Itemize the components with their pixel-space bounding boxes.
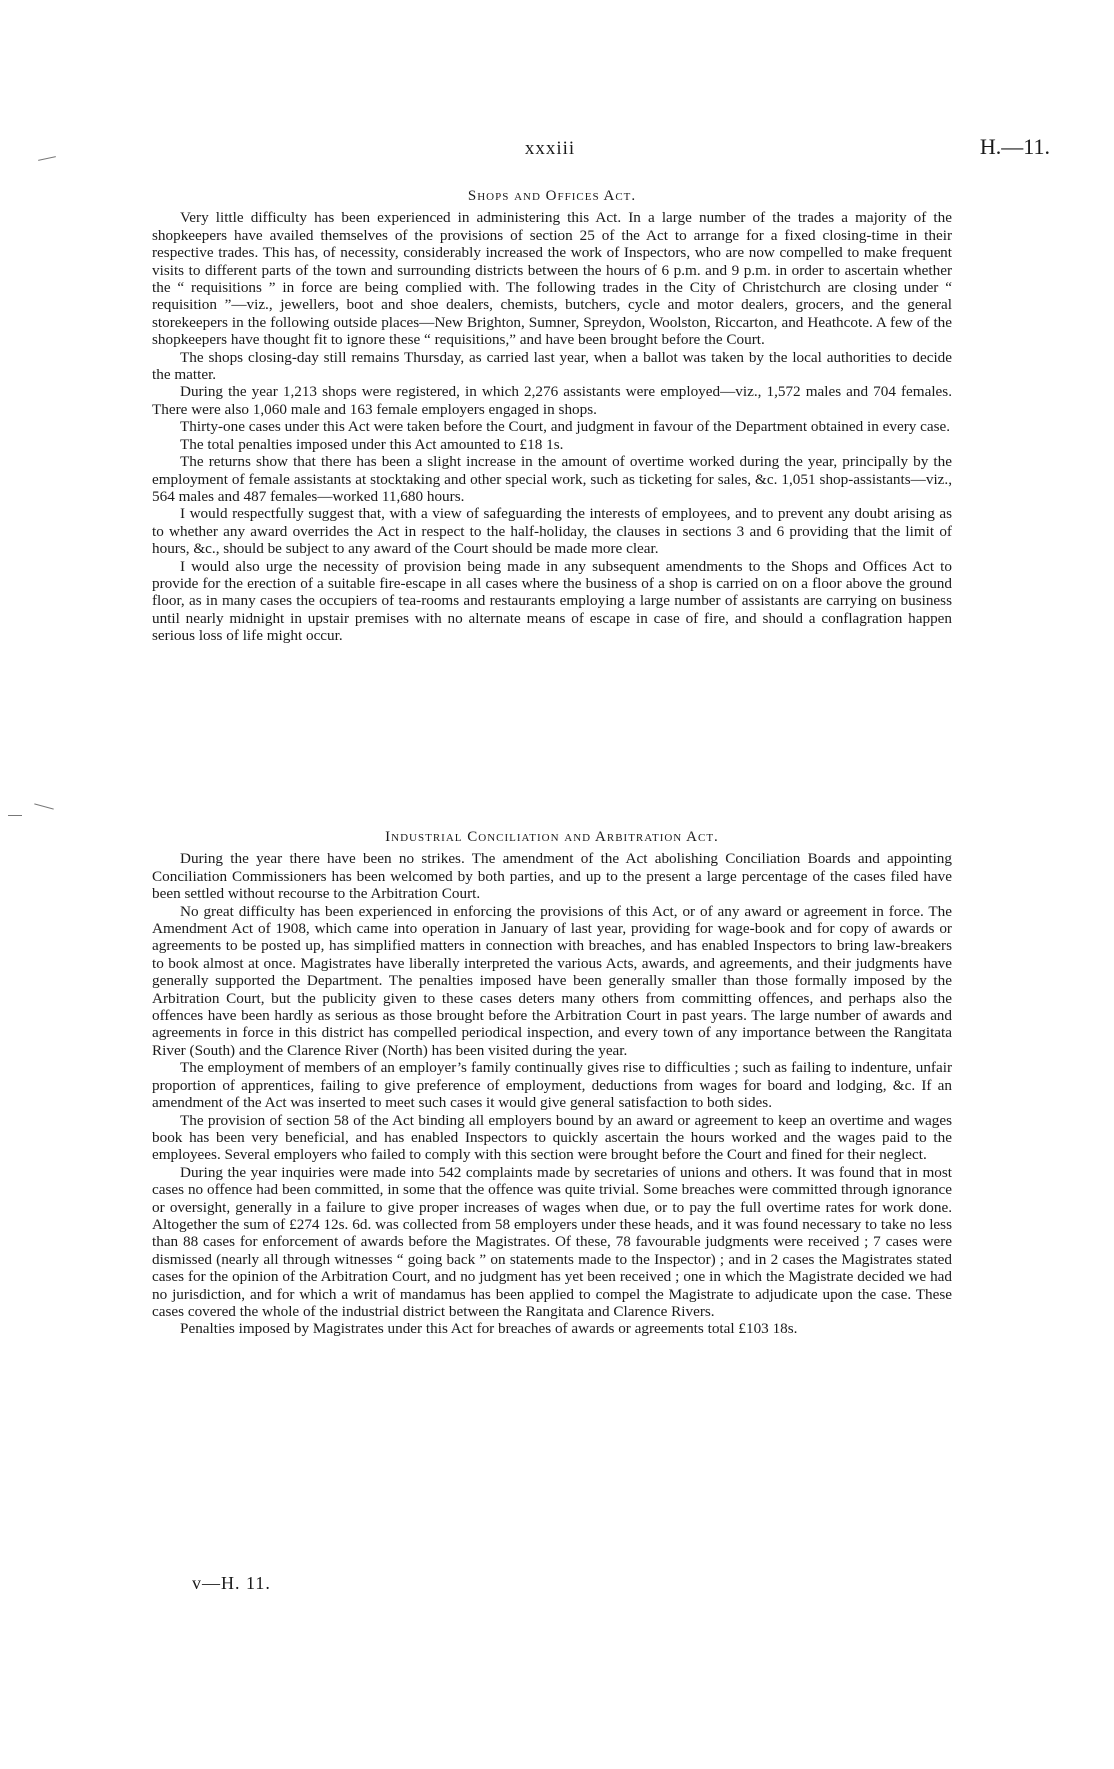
- paragraph: Penalties imposed by Magistrates under this Act for breaches of awards or agreements total £103 18s.: [180, 1320, 798, 1338]
- paragraph: The shops closing-day still remains Thursday, as carried last year, when a ballot was taken by the local authorities to decide the matter.: [152, 348, 952, 384]
- section-heading: Shops and Offices Act.: [467, 188, 637, 204]
- paragraph: The employment of members of an employer’s family continually gives rise to difficulties ; such as failing to indenture, unfair proportion of apprentices, failing to give preference of employment, deductions from wages for board and lodging, &c. If an amendment of the Act was inserted to meet such cases it would give general satisfaction to both sides.: [152, 1059, 952, 1112]
- signature-mark: v—H. 11.: [192, 1573, 271, 1593]
- scan-mark: [34, 803, 54, 809]
- paragraph: The provision of section 58 of the Act binding all employers bound by an award or agreement to keep an overtime and wages book has been very beneficial, and has enabled Inspectors to quickly ascertain the hours worked and the wages paid to the employees. Several employers who failed to comply with this section were brought before the Court and fined for their neglect.: [152, 1111, 952, 1164]
- paragraph: I would also urge the necessity of provision being made in any subsequent amendments to the Shops and Offices Act to provide for the erection of a suitable fire-escape in all cases where the business of a shop is carried on on a floor above the ground floor, as in many cases the occupiers of tea-rooms and restaurants employing a large number of assistants are carrying on business until nearly midnight in upstair premises with no alternate means of escape in case of fire, and should a conflagration happen serious loss of life might occur.: [152, 557, 952, 645]
- paragraph: The returns show that there has been a slight increase in the amount of overtime worked during the year, principally by the employment of female assistants at stocktaking and other special work, such as ticketing for sales, &c. 1,051 shop-assistants—viz., 564 males and 487 females—worked 11,680 hours.: [152, 453, 952, 505]
- paragraph: During the year inquiries were made into 542 complaints made by secretaries of unions and others. It was found that in most cases no offence had been committed, in some that the offence was quite trivial. Some breaches were committed through ignorance or oversight, generally in a failure to give proper increases of wages when due, or to pay the full overtime rates for work done. Altogether the sum of £274 12s. 6d. was collected from 58 employers under these heads, and it was found necessary to take no less than 88 cases for enforcement of awards before the Magistrates. Of these, 78 favourable judgments were received ; 7 cases were dismissed (nearly all through witnesses “ going back ” on statements made to the Inspector) ; and in 2 cases the Magistrates stated cases for the opinion of the Arbitration Court, and no judgment has yet been received ; one in which the Magistrate decided we had no jurisdiction, and for which a writ of mandamus has been applied to compel the Magistrate to adjudicate upon the case. These cases covered the whole of the industrial district between the Rangitata and Clarence Rivers.: [152, 1163, 952, 1320]
- paragraph: I would respectfully suggest that, with a view of safeguarding the interests of employees, and to prevent any doubt arising as to whether any award overrides the Act in respect to the half-holiday, the clauses in sections 3 and 6 providing that the limit of hours, &c., should be subject to any award of the Court should be made more clear.: [152, 505, 952, 558]
- shops-offices-section: [152, 188, 952, 645]
- paragraph: Thirty-one cases under this Act were taken before the Court, and judgment in favour of the Department obtained in every case.: [180, 418, 951, 436]
- scan-mark: [8, 815, 22, 816]
- paragraph: The total penalties imposed under this Act amounted to £18 1s.: [180, 435, 564, 453]
- paragraph: During the year 1,213 shops were registered, in which 2,276 assistants were employed—viz., 1,572 males and 704 females. There were also 1,060 male and 163 female employers engaged in shops.: [152, 383, 952, 418]
- paragraph: Very little difficulty has been experienced in administering this Act. In a large number of the trades a majority of the shopkeepers have availed themselves of the provisions of section 25 of the Act to arrange for a fixed closing-time in their respective trades. This has, of necessity, considerably increased the work of Inspectors, who are now compelled to make frequent visits to different parts of the town and surrounding districts between the hours of 6 p.m. and 9 p.m. in order to ascertain whether the “ requisitions ” in force are being complied with. The following trades in the City of Christchurch are closing under “ requisition ”—viz., jewellers, boot and shoe dealers, chemists, butchers, cycle and motor dealers, grocers, and the general storekeepers in the following outside places—New Brighton, Sumner, Spreydon, Woolston, Riccarton, and Heathcote. A few of the shopkeepers have thought fit to ignore these “ requisitions,” and have been brought before the Court.: [152, 209, 952, 349]
- paragraph: No great difficulty has been experienced in enforcing the provisions of this Act, or of any award or agreement in force. The Amendment Act of 1908, which came into operation in January of last year, providing for wage-book and for copy of awards or agreements to be posted up, has simplified matters in connection with breaches, and has enabled Inspectors to bring law-breakers to book almost at once. Magistrates have liberally interpreted the various Acts, awards, and agreements, and their judgments have generally supported the Department. The penalties imposed have been generally smaller than those formally imposed by the Arbitration Court, but the publicity given to these cases deters many others from committing offences, and perhaps also the offences have been hardly as serious as those brought before the Arbitration Court in past years. The large number of awards and agreements in force in this district has compelled periodical inspection, and every town of any importance between the Rangitata River (South) and the Clarence River (North) has been visited during the year.: [152, 902, 952, 1059]
- page-number: xxxiii: [524, 138, 576, 159]
- document-reference: H.—11.: [979, 134, 1050, 159]
- section-heading: Industrial Conciliation and Arbitration Act.: [385, 829, 719, 845]
- industrial-conciliation-section: [152, 829, 952, 1338]
- paragraph: During the year there have been no strikes. The amendment of the Act abolishing Conciliation Boards and appointing Conciliation Commissioners has been welcomed by both parties, and up to the present a large percentage of the cases filed have been settled without recourse to the Arbitration Court.: [152, 850, 952, 903]
- scan-mark: [38, 156, 56, 161]
